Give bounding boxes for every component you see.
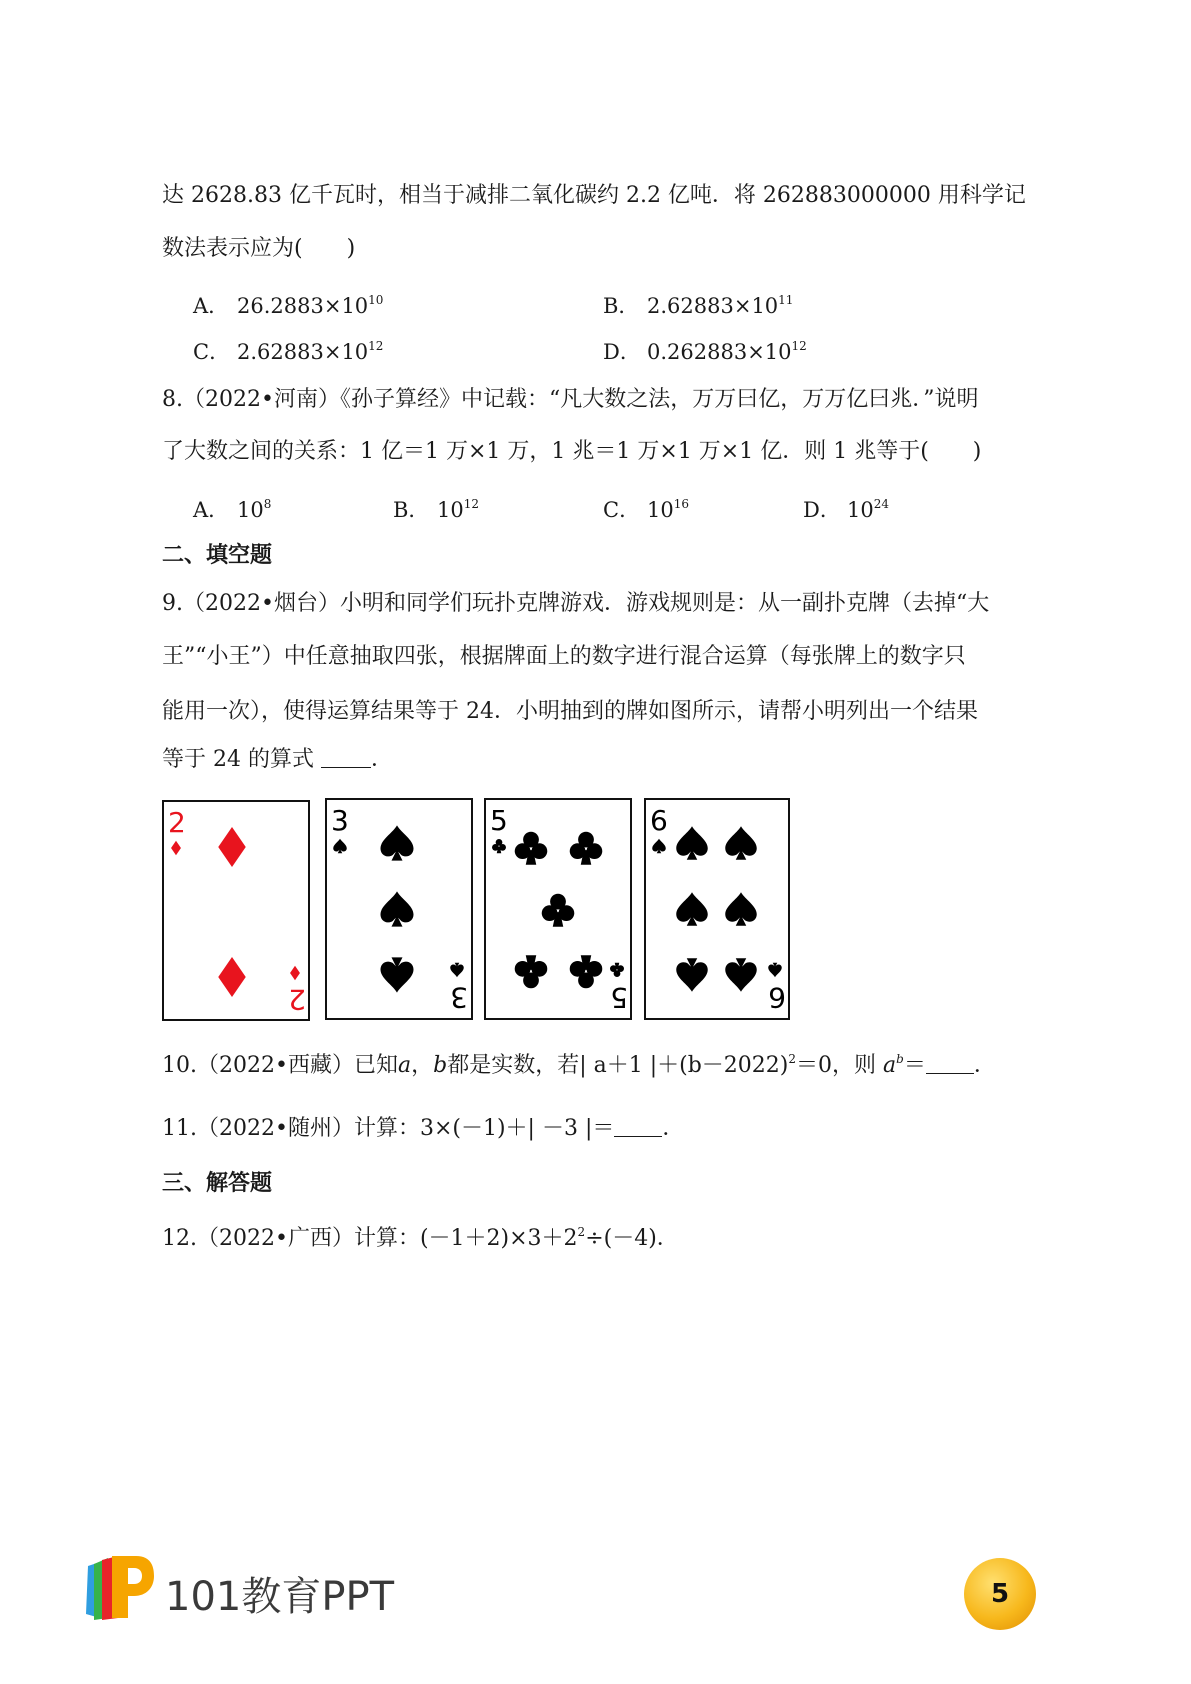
diamond-icon	[218, 957, 246, 997]
section-heading-solution: 三、解答题	[162, 1171, 273, 1196]
playing-card-2-diamonds	[162, 800, 310, 1021]
spade-icon	[725, 892, 757, 926]
brand-logo-icon	[78, 1552, 160, 1628]
q12-text: 12.（2022•广西）计算：$(-1+2)\times 3+2^2\div(-4)$．	[162, 1225, 679, 1251]
page-number: 5	[990, 1579, 1010, 1609]
spade-icon	[676, 958, 708, 992]
q11-text: 11.（2022•随州）计算：3×(－1)＋| －3 |＝ ．	[162, 1116, 685, 1141]
q11-answer-blank[interactable]	[614, 1116, 662, 1137]
club-icon	[570, 955, 603, 988]
club-icon	[515, 955, 548, 988]
spade-icon	[676, 892, 708, 926]
q8-option-c[interactable]: C． $10^{16}$	[603, 497, 690, 522]
q7-option-a[interactable]: A． $26.2883\times 10^{10}$	[193, 293, 384, 318]
q7-text-line1: 达 2628.83 亿千瓦时，相当于减排二氧化碳约 2.2 亿吨．将 262883000000 用科学记	[162, 183, 1026, 208]
spade-icon	[768, 963, 782, 977]
q7-option-d[interactable]: D． $0.262883\times 10^{12}$	[603, 339, 807, 364]
spade-icon	[725, 826, 757, 860]
diamond-icon	[171, 841, 181, 855]
q9-text-line2: 王”“小王”）中任意抽取四张，根据牌面上的数字进行混合运算（每张牌上的数字只	[162, 644, 966, 669]
q8-option-b[interactable]: B． $10^{12}$	[393, 497, 480, 522]
q8-text-line2: 了大数之间的关系：1 亿＝1 万×1 万，1 兆＝1 万×1 万×1 亿．则 1 兆等于( )	[162, 439, 982, 464]
card-rank-label: 3	[450, 981, 468, 1014]
club-icon	[492, 839, 506, 853]
q9-text-line4: 等于 24 的算式 ．	[162, 747, 393, 772]
spade-icon	[333, 839, 347, 853]
q8-option-d[interactable]: D． $10^{24}$	[803, 497, 890, 522]
q8-text-line1: 8.（2022•河南）《孙子算经》中记载：“凡大数之法，万万曰亿，万万亿曰兆．”说明	[162, 387, 979, 412]
q8-option-a[interactable]: A． $10^8$	[193, 497, 272, 522]
q7-option-b[interactable]: B． $2.62883\times 10^{11}$	[603, 293, 794, 318]
diamond-icon	[218, 827, 246, 867]
playing-card-5-clubs	[484, 798, 632, 1020]
spade-icon	[450, 963, 464, 977]
spade-icon	[381, 891, 414, 926]
brand-name: 101教育PPT	[165, 1574, 395, 1620]
club-icon	[515, 832, 548, 865]
card-rank-label: 2	[288, 983, 306, 1016]
q10-answer-blank[interactable]	[926, 1053, 974, 1074]
spade-icon	[652, 839, 666, 853]
card-rank-label: 6	[650, 804, 668, 837]
section-heading-fill-in: 二、填空题	[162, 543, 273, 568]
q9-text-line3: 能用一次），使得运算结果等于 24．小明抽到的牌如图所示，请帮小明列出一个结果	[162, 699, 978, 724]
card-rank-label: 6	[768, 981, 786, 1014]
club-icon	[542, 894, 575, 927]
card-rank-label: 3	[331, 804, 349, 837]
club-icon	[570, 832, 603, 865]
q9-text-line1: 9.（2022•烟台）小明和同学们玩扑克牌游戏．游戏规则是：从一副扑克牌（去掉“大	[162, 591, 990, 616]
q9-answer-blank[interactable]	[321, 747, 371, 768]
club-icon	[610, 963, 624, 977]
spade-icon	[381, 957, 414, 992]
spade-icon	[381, 825, 414, 860]
playing-card-6-spades	[644, 798, 790, 1020]
q10-text: 10.（2022•西藏）已知a，b都是实数，若| a＋1 $|+(b-2022)^2=0$，则 $a^b=$ ．	[162, 1052, 996, 1078]
diamond-icon	[290, 966, 300, 980]
card-rank-label: 5	[610, 981, 628, 1014]
playing-card-3-spades	[325, 798, 473, 1020]
spade-icon	[676, 826, 708, 860]
spade-icon	[725, 958, 757, 992]
card-rank-label: 5	[490, 804, 508, 837]
card-rank-label: 2	[168, 806, 186, 839]
q7-option-c[interactable]: C． $2.62883\times 10^{12}$	[193, 339, 384, 364]
page-number-badge	[964, 1558, 1036, 1630]
q7-text-line2: 数法表示应为( )	[162, 236, 356, 261]
